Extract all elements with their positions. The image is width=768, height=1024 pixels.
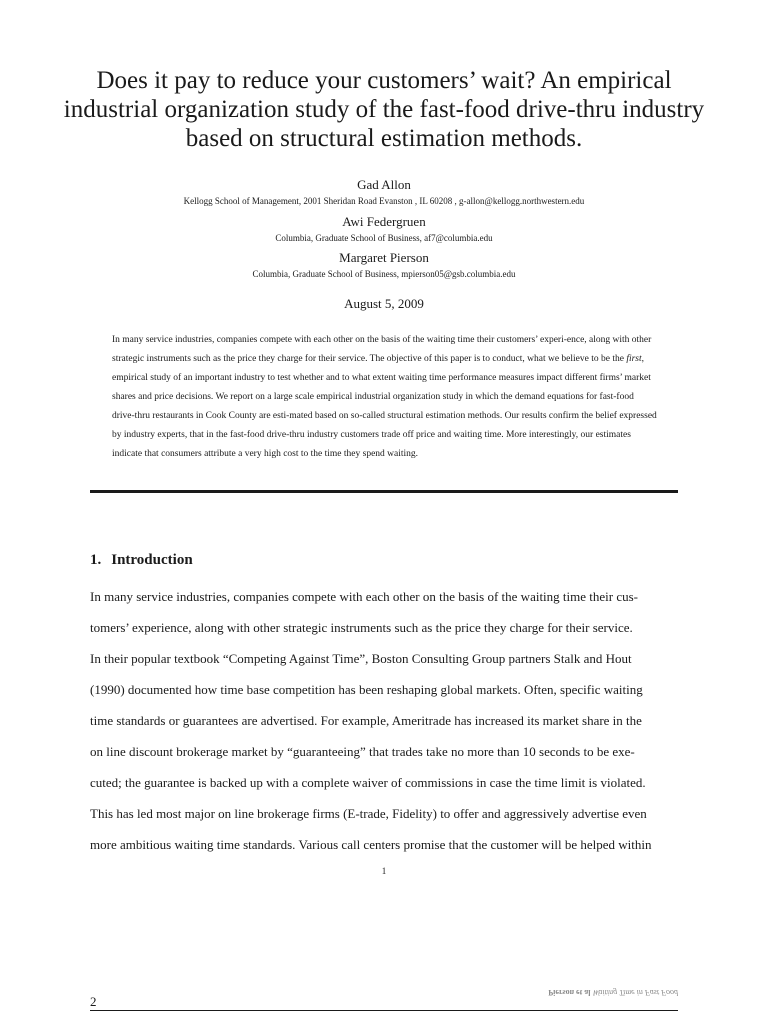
body-line: on line discount brokerage market by “guaranteeing” that trades take no more than 10 seconds to be exe- [90, 744, 635, 759]
abstract-paragraph [112, 331, 658, 464]
author-affiliation: Kellogg School of Management, 2001 Sheridan Road Evanston , IL 60208 , g-allon@kellogg.northwestern.edu [183, 196, 585, 206]
author-affiliation: Columbia, Graduate School of Business, mpierson05@gsb.columbia.edu [252, 269, 516, 279]
section-heading [90, 551, 193, 569]
next-page-number: 2 [90, 994, 97, 1009]
body-line: tomers’ experience, along with other strategic instruments such as the price they charge for their service. [90, 620, 633, 635]
body-line: In many service industries, companies compete with each other on the basis of the waiting time their cus- [90, 589, 639, 604]
paper-date: August 5, 2009 [344, 296, 424, 311]
author-block-2 [80, 214, 688, 244]
abstract-text-end: , empirical study of an important industry to test whether and to what extent waiting time performance measures impact different firms’ market shares and price decisions. We report on a large scale empirical industrial organization study in which the demand equations for fast-food drive-thru restaurants in Cook County are esti-mated based on so-called structural estimation methods. Our results confirm the belief expressed by industry experts, that in the fast-food drive-thru industry customers trade off price and waiting time. More interestingly, our estimates indicate that consumers attribute a very high cost to the time they spend waiting. [112, 354, 657, 459]
body-line: more ambitious waiting time standards. Various call centers promise that the customer will be helped within [90, 837, 652, 852]
author-name: Awi Federgruen [342, 214, 426, 229]
running-header-title: Waiting Time in Fast Food [592, 988, 678, 997]
section-number: 1. [90, 552, 102, 568]
next-page-running-header [520, 988, 678, 997]
abstract-text-start: In many service industries, companies compete with each other on the basis of the waiting time their customers’ experi-ence, along with other strategic instruments such as the price they charge for their service. The objective of this paper is to conduct, what we believe to be the [112, 335, 652, 364]
author-affiliation: Columbia, Graduate School of Business, af7@columbia.edu [275, 233, 493, 243]
abstract [112, 331, 658, 464]
abstract-divider [90, 490, 678, 493]
abstract-emphasis: first [626, 354, 642, 364]
author-name: Margaret Pierson [339, 250, 429, 265]
page-number: 1 [381, 866, 387, 876]
body-line: cuted; the guarantee is backed up with a complete waiver of commissions in case the time limit is violated. [90, 775, 646, 790]
author-name: Gad Allon [357, 177, 411, 192]
body-line: In their popular textbook “Competing Against Time”, Boston Consulting Group partners Stalk and Hout [90, 651, 632, 666]
author-block-3 [80, 250, 688, 280]
paper-title: Does it pay to reduce your customers’ wait? An empirical industrial organization study of the fast-food drive-thru industry based on structural estimation methods. [63, 67, 705, 152]
body-line: This has led most major on line brokerage firms (E-trade, Fidelity) to offer and aggressively advertise even [90, 806, 647, 821]
next-page-rule [90, 1010, 678, 1011]
body-line: time standards or guarantees are advertised. For example, Ameritrade has increased its market share in the [90, 713, 642, 728]
body-line: (1990) documented how time base competition has been reshaping global markets. Often, specific waiting [90, 682, 643, 697]
introduction-text [90, 581, 680, 860]
author-block-1 [80, 177, 688, 207]
section-title: Introduction [111, 552, 193, 568]
running-header-authors: Pierson et al [548, 988, 591, 997]
